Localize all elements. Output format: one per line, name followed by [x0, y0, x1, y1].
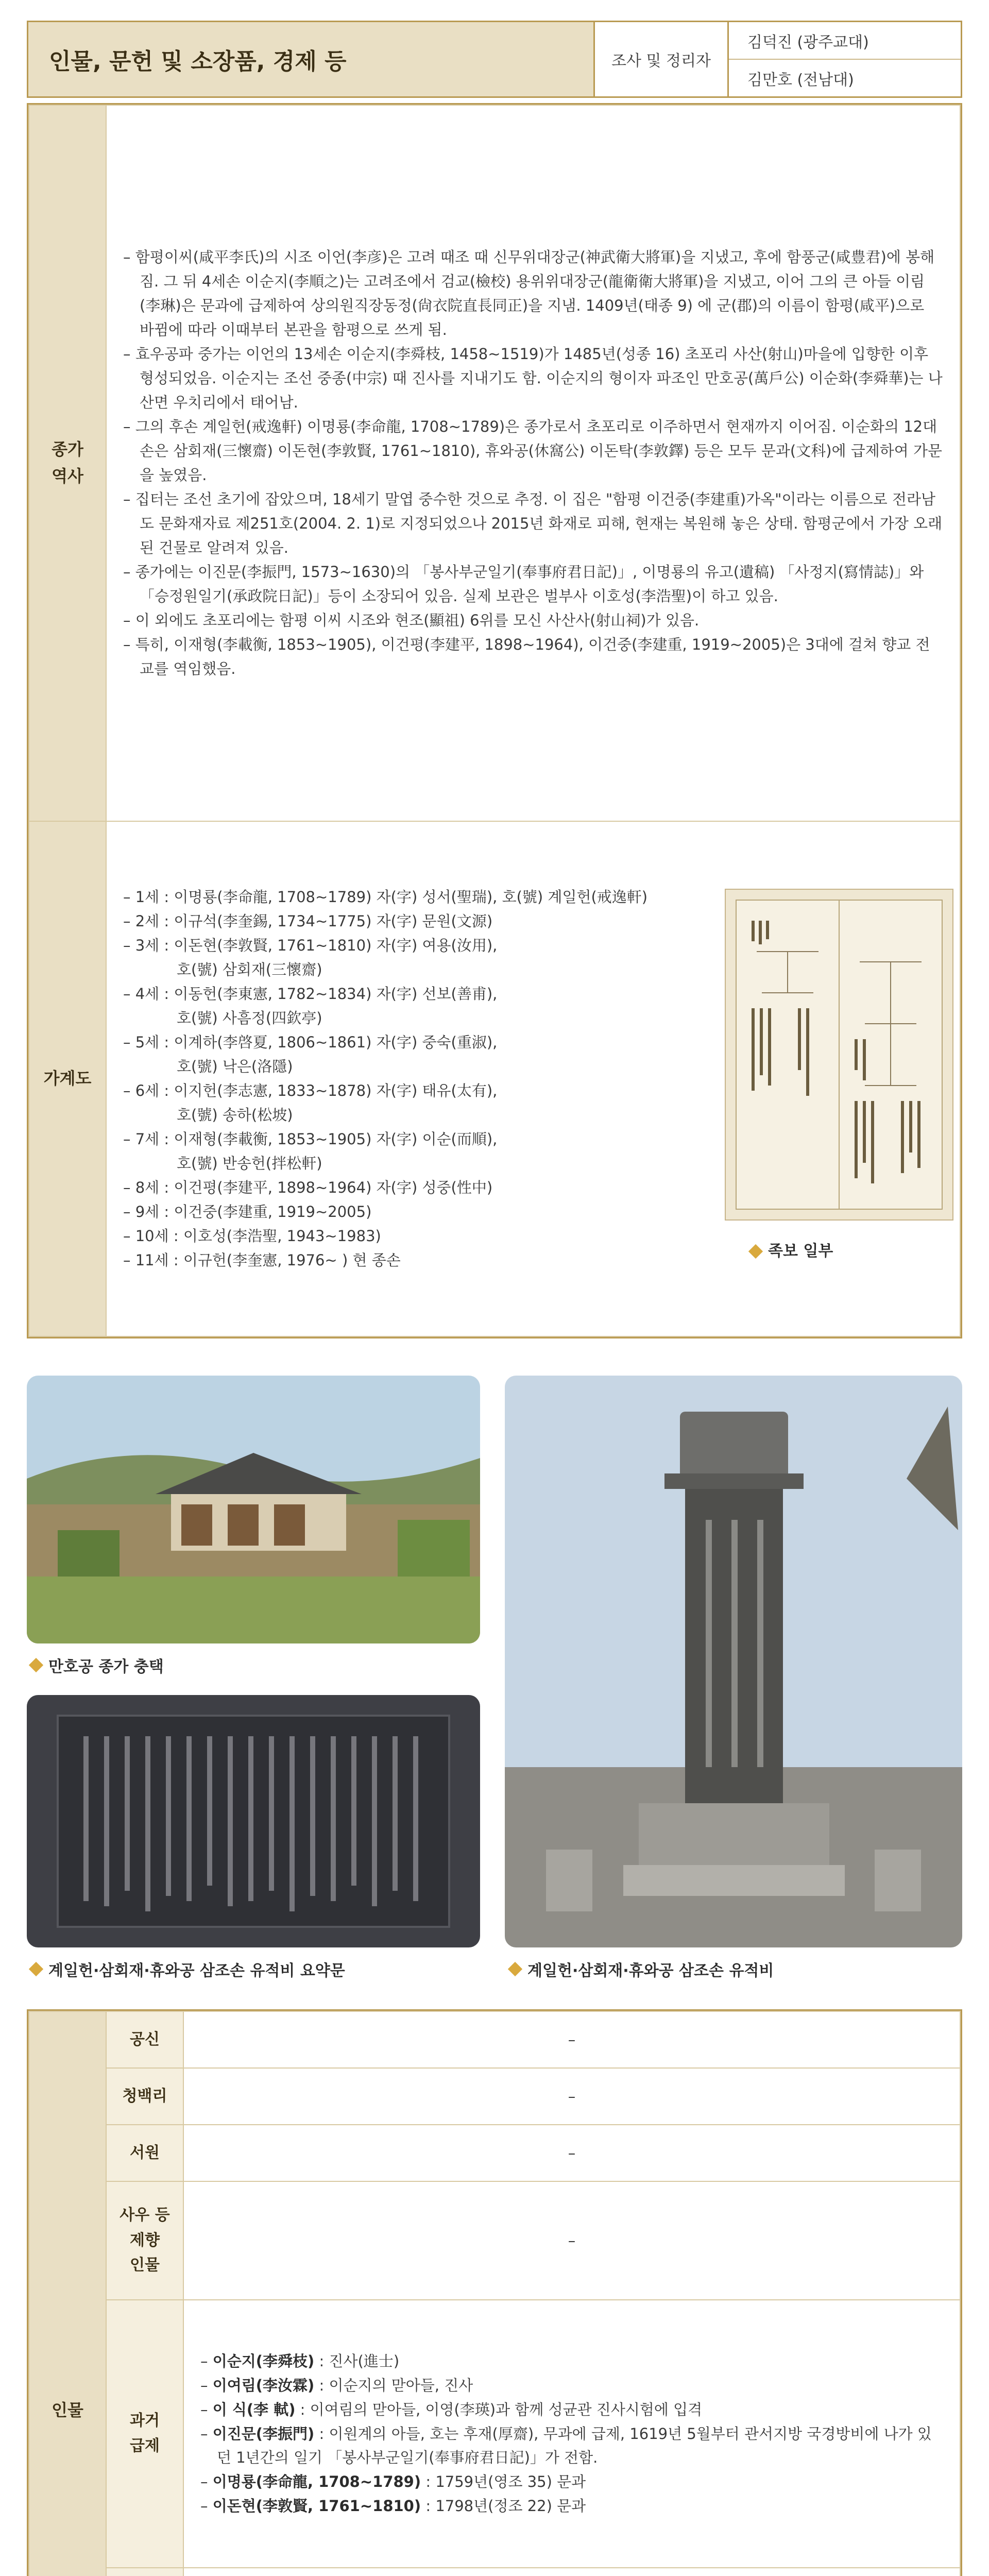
page-title: 인물, 문헌 및 소장품, 경제 등 [28, 22, 595, 96]
diamond-bullet-icon [508, 1962, 522, 1976]
genealogy-label: 가계도 [29, 821, 106, 1336]
genealogy-row: 호(號) 낙은(洛隱) [177, 1058, 293, 1076]
genealogy-row: – 2세 : 이규석(李奎錫, 1734~1775) 자(字) 문원(文源) [123, 909, 685, 934]
origin-label: 종가 역사 [29, 105, 106, 821]
photo-head-house [27, 1376, 480, 1643]
row-seowon-label: 서원 [106, 2125, 183, 2181]
origin-item: – 함평이씨(咸平李氏)의 시조 이언(李彦)은 고려 때조 때 신무위대장군(神武衛大將軍)을 지냈고, 후에 함풍군(咸豊君)에 봉해짐. 그 뒤 4세손 이순지(李順之)는 고려조에서 검교(檢校) 용위위대장군(龍衛衛大將軍)을 지냈고, 이어 그의 큰 아들 이림(李琳)은 문과에 급제하여 상의원직장동정(尙衣院直長同正)을 지냄. 1409년(태종 9) 에 군(郡)의 이름이 함평(咸平)으로 바뀜에 따라 이때부터 본관을 함평으로 쓰게 됨. [123, 245, 943, 342]
exam-item: – 이여림(李汝霖) : 이순지의 맏아들, 진사 [200, 2374, 943, 2398]
origin-item: – 이 외에도 초포리에는 함평 이씨 시조와 현조(顯祖) 6위를 모신 사산사(射山祠)가 있음. [123, 608, 943, 633]
diamond-bullet-icon [29, 1658, 43, 1672]
origin-item: – 종가에는 이진문(李振門, 1573~1630)의 「봉사부군일기(奉事府君日記)」, 이명룡의 유고(遺稿) 「사정지(寫情誌)」와 「승정원일기(承政院日記)」등이 소장되어 있음. 실제 보관은 벌부사 이호성(李浩聖)이 하고 있음. [123, 560, 943, 608]
origin-item: – 그의 후손 계일헌(戒逸軒) 이명룡(李命龍, 1708~1789)은 종가로서 초포리로 이주하면서 현재까지 이어짐. 이순화의 12대손은 삼회재(三懷齋) 이돈현(李敦賢, 1761~1810), 휴와공(休窩公) 이돈탁(李敦鐸) 등은 모두 문과(文科)에 급제하여 가문을 높였음. [123, 415, 943, 487]
document-header [27, 21, 962, 98]
photo-caption-2: 계일헌·삼회재·휴와공 삼조손 유적비 [510, 1958, 774, 1980]
genealogy-row: – 11세 : 이규헌(李奎憲, 1976~ ) 현 종손 [123, 1248, 685, 1273]
genealogy-row: – 10세 : 이호성(李浩聖, 1943~1983) [123, 1224, 685, 1248]
origin-item: – 효우공파 중가는 이언의 13세손 이순지(李舜枝, 1458~1519)가 1485년(성종 16) 초포리 사산(射山)마을에 입향한 이후 형성되었음. 이순지는 조선 중종(中宗) 때 진사를 지내기도 함. 이순지의 형이자 파조인 만호공(萬戶公) 이순화(李舜華)는 나산면 우치리에서 태어남. [123, 342, 943, 415]
row-sau-label: 사우 등 제향 인물 [106, 2181, 183, 2300]
row-exam-value [183, 2300, 960, 2568]
role-label: 조사 및 정리자 [595, 22, 729, 96]
genealogy-row: – 7세 : 이재형(李載衡, 1853~1905) 자(字) 이순(而順), [123, 1127, 685, 1151]
photo-monument [505, 1376, 962, 1947]
genealogy-body [106, 821, 960, 1336]
genealogy-row: – 4세 : 이동헌(李東憲, 1782~1834) 자(字) 선보(善甫), [123, 982, 685, 1006]
row-jeongnyeo-value [183, 2568, 960, 2576]
summary-stone-illustration [27, 1695, 480, 1947]
photo-monument-summary [27, 1695, 480, 1947]
genealogy-row: 호(號) 반송헌(拌松軒) [177, 1154, 322, 1172]
diamond-bullet-icon [748, 1244, 763, 1259]
row-exam-label: 과거 급제 [106, 2300, 183, 2568]
origin-item: – 집터는 조선 초기에 잡았으며, 18세기 말엽 중수한 것으로 추정. 이 집은 "함평 이건중(李建重)가옥"이라는 이름으로 전라남도 문화재자료 제251호(2004. 2. 1)로 지정되었으나 2015년 화재로 피해, 현재는 복원해 놓은 상태. 함평군에서 가장 오래된 건물로 알려져 있음. [123, 487, 943, 560]
photo-caption-1: 만호공 종가 충택 [31, 1654, 164, 1676]
exam-item: – 이 식(李 軾) : 이여림의 맏아들, 이영(李瑛)과 함께 성균관 진사시험에 입격 [200, 2398, 943, 2422]
genealogy-row: – 6세 : 이지헌(李志憲, 1833~1878) 자(字) 태유(太有), [123, 1079, 685, 1103]
row-sau-value: – [183, 2181, 960, 2300]
row-cheongbaek-value: – [183, 2068, 960, 2125]
exam-item: – 이순지(李舜枝) : 진사(進士) [200, 2349, 943, 2374]
genealogy-row: – 3세 : 이돈현(李敦賢, 1761~1810) 자(字) 여용(汝用), [123, 934, 685, 958]
investigator-1: 김덕진 (광주교대) [729, 22, 961, 60]
genealogy-row: – 8세 : 이건평(李建平, 1898~1964) 자(字) 성중(性中) [123, 1176, 685, 1200]
exam-item: – 이돈현(李敦賢, 1761~1810) : 1798년(정조 22) 문과 [200, 2494, 943, 2518]
origin-body [106, 105, 960, 821]
person-literature-section [27, 2009, 962, 2576]
origin-item: – 특히, 이재형(李載衡, 1853~1905), 이건평(李建平, 1898~1964), 이건중(李建重, 1919~2005)은 3대에 걸쳐 향교 전교를 역임했음. [123, 633, 943, 681]
genealogy-row: – 1세 : 이명룡(李命龍, 1708~1789) 자(字) 성서(聖瑞), 호(號) 계일헌(戒逸軒) [123, 885, 685, 909]
investigator-2: 김만호 (전남대) [747, 71, 854, 89]
row-gongsin-value: – [183, 2011, 960, 2068]
person-label: 인물 [29, 2011, 106, 2576]
genealogy-image-caption: 족보 일부 [751, 1239, 833, 1264]
row-gongsin-label: 공신 [106, 2011, 183, 2068]
genealogy-list [123, 885, 685, 1273]
exam-item: – 이명룡(李命龍, 1708~1789) : 1759년(영조 35) 문과 [200, 2470, 943, 2494]
genealogy-row: 호(號) 송하(松坡) [177, 1106, 293, 1124]
row-seowon-value: – [183, 2125, 960, 2181]
monument-illustration [505, 1376, 962, 1947]
diamond-bullet-icon [29, 1962, 43, 1976]
investigators [729, 22, 961, 96]
genealogy-book-drawing [726, 890, 952, 1219]
head-house-illustration [27, 1376, 480, 1643]
genealogy-row: – 9세 : 이건중(李建重, 1919~2005) [123, 1200, 685, 1224]
genealogy-row: – 5세 : 이계하(李啓夏, 1806~1861) 자(字) 중숙(重淑), [123, 1030, 685, 1055]
genealogy-row: 호(號) 사흠정(四欽亭) [177, 1009, 322, 1027]
history-section [27, 103, 962, 1338]
photo-caption-3: 계일헌·삼회재·휴와공 삼조손 유적비 요약문 [31, 1958, 345, 1980]
genealogy-book-image [725, 889, 953, 1221]
exam-item: – 이진문(李振門) : 이원계의 아들, 호는 후재(厚齋), 무과에 급제, 1619년 5월부터 관서지방 국경방비에 나가 있던 1년간의 일기 「봉사부군일기(奉事府君日記)」가 전함. [200, 2422, 943, 2470]
genealogy-row: 호(號) 삼회재(三懷齋) [177, 961, 322, 979]
row-cheongbaek-label: 청백리 [106, 2068, 183, 2125]
row-jeongnyeo-label [106, 2568, 183, 2576]
